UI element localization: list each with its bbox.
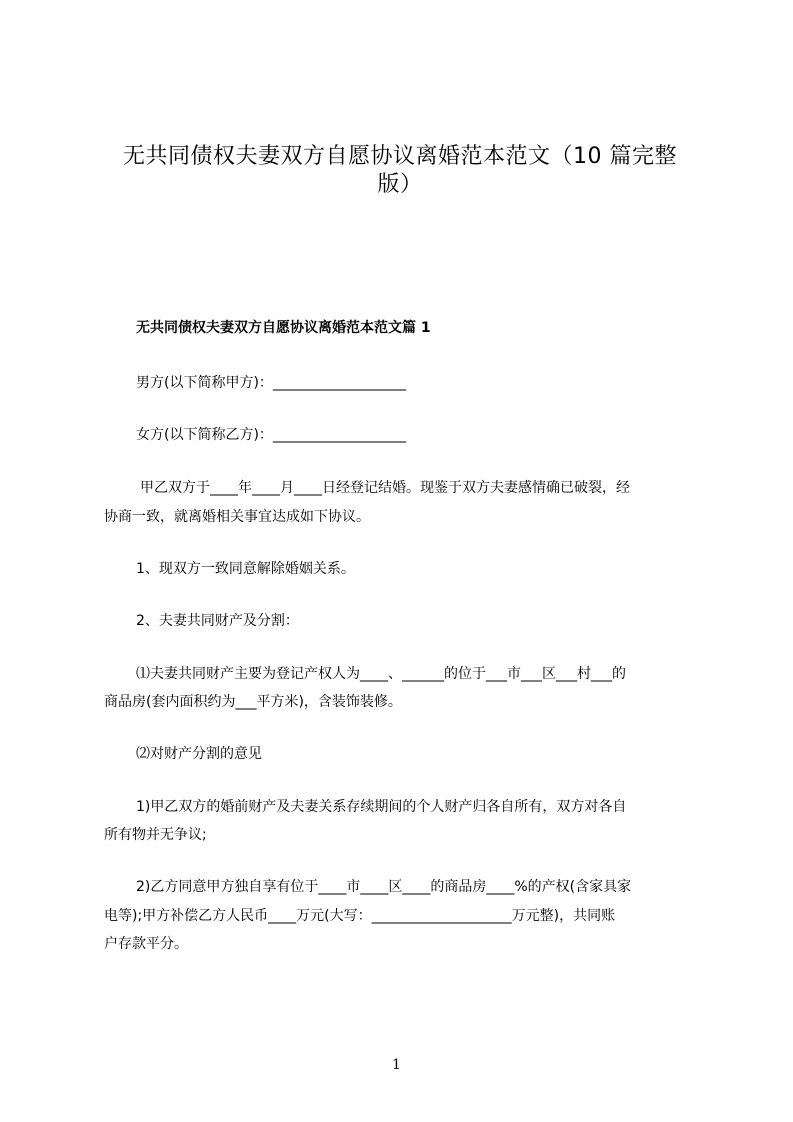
opinion-2-line-2: 电等);甲方补偿乙方人民币____万元(大写：____________________万元整)，共同账 (104, 908, 616, 924)
item-1: 1、现双方一致同意解除婚姻关系。 (136, 561, 355, 577)
item-2-1-line-1: ⑴夫妻共同财产主要为登记产权人为____、______的位于___市___区___村___的 (136, 666, 626, 682)
item-2-2: ⑵对财产分割的意见 (136, 746, 262, 762)
opinion-2-line-1: 2)乙方同意甲方独自享有位于____市____区____的商品房____%的产权(含家具家 (136, 879, 632, 895)
page-number: 1 (392, 1057, 401, 1073)
opinion-1-line-1: 1)甲乙双方的婚前财产及夫妻关系存续期间的个人财产归各自所有，双方对各自 (136, 799, 627, 815)
marriage-paragraph-line-1: 甲乙双方于____年____月____日经登记结婚。现鉴于双方夫妻感情确已破裂，经 (140, 480, 630, 496)
husband-line: 男方(以下简称甲方)：___________________ (136, 375, 406, 391)
marriage-paragraph-line-2: 协商一致，就离婚相关事宜达成如下协议。 (104, 509, 370, 525)
document-title (95, 143, 705, 199)
item-2: 2、夫妻共同财产及分割： (136, 613, 299, 629)
opinion-1-line-2: 所有物并无争议; (104, 827, 207, 843)
document-title-line-1: 无共同债权夫妻双方自愿协议离婚范本范文（10 篇完整 (123, 144, 677, 169)
item-2-1-line-2: 商品房(套内面积约为___平方米)，含装饰装修。 (104, 694, 402, 710)
document-title-line-2: 版） (377, 172, 423, 197)
opinion-2-line-3: 户存款平分。 (104, 936, 188, 952)
section-heading: 无共同债权夫妻双方自愿协议离婚范本范文篇 1 (136, 320, 431, 336)
wife-line: 女方(以下简称乙方)：___________________ (136, 427, 406, 443)
